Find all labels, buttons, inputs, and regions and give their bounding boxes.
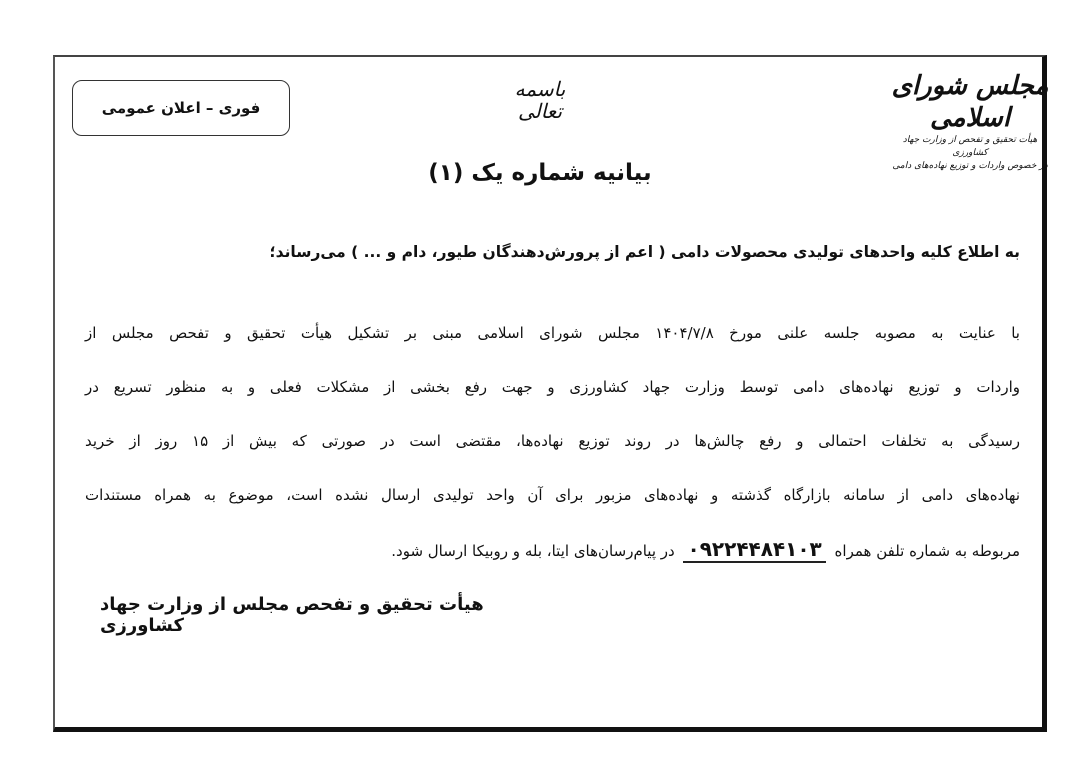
urgent-notice-badge: [72, 80, 290, 136]
body-line: با عنایت به مصوبه جلسه علنی مورخ ۱۴۰۴/۷/۸ مجلس شورای اسلامی مبنی بر تشکیل هیأت تحقیق و تفحص مجلس از: [85, 324, 1020, 342]
last-line-after-phone: در پیام‌رسان‌های ایتا، بله و روبیکا ارسال شود.: [391, 542, 675, 560]
body-line: رسیدگی به تخلفات احتمالی و رفع چالش‌ها در روند توزیع نهاده‌ها، مقتضی است در صورتی که بیش از ۱۵ روز از خرید: [85, 432, 1021, 450]
body-line: واردات و توزیع نهاده‌های دامی توسط وزارت جهاد کشاورزی و جهت رفع بخشی از مشکلات فعلی و به منظور تسریع در: [85, 378, 1020, 396]
statement-title: بیانیه شماره یک (۱): [428, 160, 652, 186]
parliament-logo: [890, 70, 1050, 173]
signature: هیأت تحقیق و تفحص مجلس از وزارت جهاد کشاورزی: [100, 594, 484, 636]
logo-main-line1: مجلس شورای: [891, 71, 1049, 101]
body-line-last: [85, 522, 1020, 576]
intro-paragraph: به اطلاع کلیه واحدهای تولیدی محصولات دامی ( اعم از پرورش‌دهندگان طیور، دام و ... ) می‌رساند؛: [269, 243, 1020, 261]
last-line-before-phone: مربوطه به شماره تلفن همراه: [834, 542, 1020, 560]
logo-sub-line1: هیأت تحقیق و تفحص از وزارت جهاد کشاورزی: [902, 135, 1038, 158]
logo-main-line2: اسلامی: [929, 103, 1011, 133]
badge-text: فوری – اعلان عمومی: [101, 99, 261, 117]
phone-number: ۰۹۲۲۴۴۸۴۱۰۳: [683, 537, 825, 563]
logo-sub-line2: در خصوص واردات و توزیع نهاده‌های دامی: [892, 161, 1048, 171]
bismillah-calligraphy: باسمه تعالی: [514, 77, 566, 123]
body-line: نهاده‌های دامی از سامانه بازارگاه گذشته و نهاده‌های مزبور برای آن واحد تولیدی ارسال نشده است، موضوع به همراه مستندات: [85, 486, 1020, 504]
body-paragraph: [85, 306, 1020, 576]
